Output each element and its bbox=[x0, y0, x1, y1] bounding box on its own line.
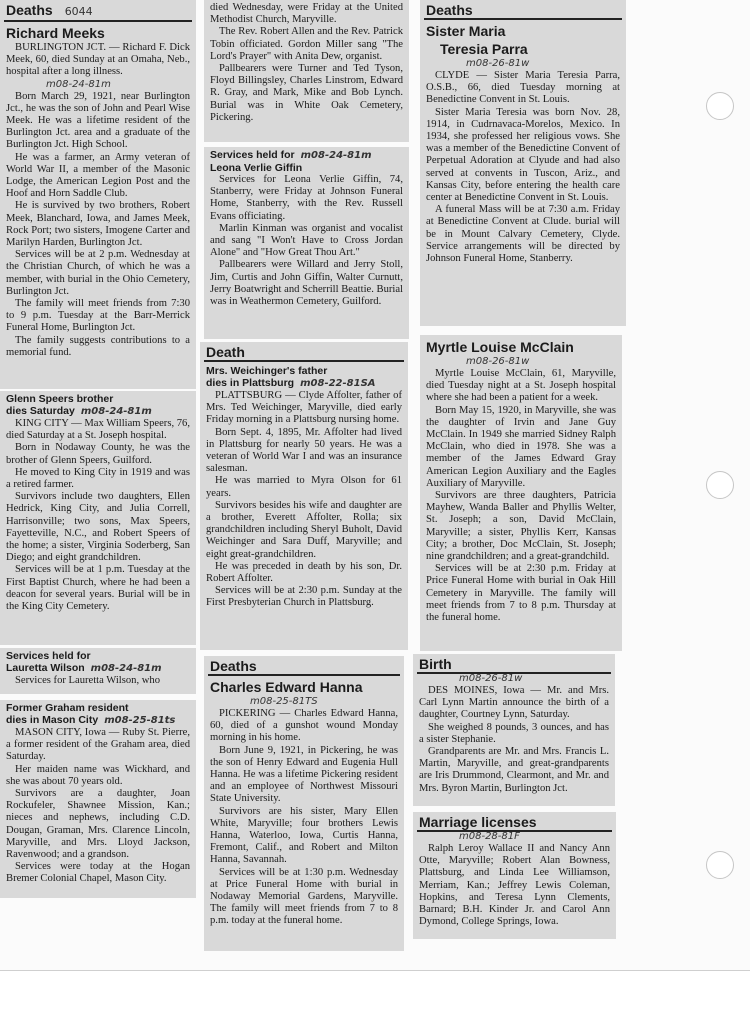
clipping-continued-services bbox=[204, 0, 409, 142]
paragraph: Myrtle Louise McClain, 61, Maryville, died Tuesday night at a St. Joseph hospital where she had been a patient for a week. bbox=[426, 368, 616, 404]
paragraph: Services were today at the Hogan Bremer Colonial Chapel, Mason City. bbox=[6, 861, 190, 885]
paragraph: Services will be at 1:30 p.m. Wednesday at Price Funeral Home with burial in Nodaway Memorial Gardens, Maryville. The family will meet friends from 7 to 8 p.m. today at the funeral home. bbox=[210, 866, 398, 927]
headline: Former Graham resident bbox=[6, 702, 129, 714]
paragraph: She weighed 8 pounds, 3 ounces, and has a sister Stephanie. bbox=[419, 721, 609, 745]
headline: dies Saturday bbox=[6, 405, 75, 417]
paragraph: Grandparents are Mr. and Mrs. Francis L. Martin, Maryville, and great-grandparents are Iris Drummond, Clearmont, and Mr. and Mrs. Byron Martin, Burlington Jct. bbox=[419, 746, 609, 794]
handwritten-tag: 6044 bbox=[64, 5, 93, 18]
clipping-max-speers bbox=[0, 391, 196, 645]
headline: Glenn Speers brother bbox=[6, 393, 114, 405]
paragraph: He moved to King City in 1919 and was a retired farmer. bbox=[6, 466, 190, 491]
paragraph: Born March 29, 1921, near Burlington Jct., he was the son of John and Pearl Wise Meek. He was a lifetime resident of the Burlington Jct. area and a graduate of the Burlington Jct. High School. bbox=[6, 90, 190, 151]
headline: Mrs. Weichinger's father bbox=[206, 365, 328, 377]
paragraph: Services for Leona Verlie Giffin, 74, Stanberry, were Friday at Johnson Funeral Home, Stanberry, with the Rev. Russell Evans officiating. bbox=[210, 174, 403, 222]
paragraph: Services will be at 2:30 p.m. Sunday at the First Presbyterian Church in Plattsburg. bbox=[206, 585, 402, 609]
paragraph: Services will be at 1 p.m. Tuesday at the First Baptist Church, where he had been a deacon for several years. Burial will be in the King City Cemetery. bbox=[6, 564, 190, 613]
binder-hole bbox=[706, 92, 734, 120]
obituary-name: Myrtle Louise McClain bbox=[426, 339, 574, 355]
section-heading: Marriage licenses bbox=[417, 814, 612, 832]
paragraph: died Wednesday, were Friday at the United Methodist Church, Maryville. bbox=[210, 2, 403, 26]
handwritten-date-note: m08-28-81F bbox=[459, 831, 520, 842]
binder-hole bbox=[706, 851, 734, 879]
clipping-ruby-st-pierre bbox=[0, 700, 196, 898]
obituary-name: Richard Meeks bbox=[6, 25, 105, 41]
paragraph: PLATTSBURG — Clyde Affolter, father of Mrs. Ted Weichinger, Maryville, died early Friday morning in a Plattsburg nursing home. bbox=[206, 390, 402, 426]
paragraph: Ralph Leroy Wallace II and Nancy Ann Otte, Maryville; Robert Alan Bowness, Plattsburg, and Linda Lee Williamson, Merriam, Kan.; Jeffrey Lewis Coleman, Hopkins, and Teresa Lynn Clements, Barnard; B.H. Kinder Jr. and Carol Ann Dymond, College Springs, Iowa. bbox=[419, 843, 610, 928]
headline: dies in Plattsburg bbox=[206, 377, 295, 389]
paragraph: Born May 15, 1920, in Maryville, she was the daughter of Irvin and Jane Guy McClain. In 1949 she married Sidney Ralph McClain, who died in 1978. She was a member of the James Edward Gray American Legion Auxiliary and the Eagles Auxiliary of Maryville. bbox=[426, 404, 616, 489]
handwritten-date-note: m08-26-81w bbox=[466, 356, 530, 367]
handwritten-date-note: m08-25-81TS bbox=[250, 696, 318, 707]
clipping-clyde-affolter bbox=[200, 342, 408, 650]
headline: dies in Mason City bbox=[6, 714, 99, 726]
paragraph: PICKERING — Charles Edward Hanna, 60, died of a gunshot wound Monday morning in his home. bbox=[210, 708, 398, 744]
obituary-name: Teresia Parra bbox=[440, 41, 528, 57]
paragraph: Born Sept. 4, 1895, Mr. Affolter had lived in Plattsburg for nearly 50 years. He was a veteran of World War I and was an insurance salesman. bbox=[206, 426, 402, 475]
paragraph: Survivors besides his wife and daughter are a brother, Everett Affolter, Rolla; six grandchildren including Sheryl Buholt, David Weichinger and Sara Duff, Maryville; and eight great-grandchildren. bbox=[206, 499, 402, 560]
paragraph: The Rev. Robert Allen and the Rev. Patrick Tobin officiated. Gordon Miller sang "The Lord's Prayer" with Anita Dew, organist. bbox=[210, 26, 403, 62]
clipping-myrtle-mcclain bbox=[420, 335, 622, 651]
handwritten-date-note: m08-24-81m bbox=[46, 78, 111, 90]
paragraph: Survivors include two daughters, Ellen Hedrick, King City, and Julia Correll, Harrisonville; two sons, Max Speers, Fayetteville, N.C., and Robert Speers of the home; a sister, Virginia Soderberg, San Diego; and eight grandchildren. bbox=[6, 491, 190, 564]
obituary-name: Sister Maria bbox=[426, 23, 506, 39]
headline: Services held for bbox=[6, 650, 91, 662]
headline: Lauretta Wilson bbox=[6, 662, 85, 674]
paragraph: CLYDE — Sister Maria Teresia Parra, O.S.B., 66, died Tuesday morning at Benedictine Convent in St. Louis. bbox=[426, 70, 620, 106]
handwritten-date-note: m08-25-81ts bbox=[104, 715, 176, 726]
clipping-birth bbox=[413, 654, 615, 806]
section-heading: Deaths bbox=[6, 2, 53, 18]
paragraph: Born June 9, 1921, in Pickering, he was the son of Henry Edward and Eugenia Hull Hanna. He was a lifetime Pickering resident and an employee of Northwest Missouri State University. bbox=[210, 744, 398, 805]
paragraph: Pallbearers were Turner and Ted Tyson, Floyd Billingsley, Charles Linstrom, Edward R. Gray, and Mark, Mike and Bob Lynch. Burial was in White Oak Cemetery, Pickering. bbox=[210, 63, 403, 123]
clipping-leona-giffin bbox=[204, 147, 409, 339]
paragraph: KING CITY — Max William Speers, 76, died Saturday at a St. Joseph hospital. bbox=[6, 418, 190, 442]
paragraph: MASON CITY, Iowa — Ruby St. Pierre, a former resident of the Graham area, died Saturday. bbox=[6, 727, 190, 763]
paragraph: A funeral Mass will be at 7:30 a.m. Friday at Benedictine Convent at Clude. burial will be in Mount Calvary Cemetery, Clyde. Service arrangements will be directed by Johnson Funeral Home, Stanberry. bbox=[426, 204, 620, 265]
paragraph: He was a farmer, an Army veteran of World War II, a member of the Masonic Lodge, the American Legion Post and the Hoof and Horn Saddle Club. bbox=[6, 151, 190, 200]
paragraph: Survivors are a daughter, Joan Rockufeler, Shawnee Mission, Kan.; nieces and nephews, including C.D. Dougan, Graman, Mrs. Clarence Lincoln, Maryville, and Mrs. Lloyd Jackson, Ravenwood; and a grandson. bbox=[6, 788, 190, 861]
paragraph: The family suggests contributions to a memorial fund. bbox=[6, 334, 190, 358]
paragraph: Sister Maria Teresia was born Nov. 28, 1914, in Cudrnavaca-Morelos, Mexico. In 1934, she professed her religious vows. She was a member of the Benedictine Convent of Perpetual Adoration at Clyude and had also served at convents in Tuscon, Ariz., and Kansas City, before entering the health care center at Benedictine Convent in St. Louis. bbox=[426, 106, 620, 204]
section-heading: Deaths bbox=[424, 2, 622, 20]
paragraph: The family will meet friends from 7:30 to 9 p.m. Tuesday at the Barr-Merrick Funeral Home, Burlington Jct. bbox=[6, 298, 190, 334]
headline: Services held for bbox=[210, 149, 295, 161]
clipping-charles-hanna bbox=[204, 656, 404, 951]
clipping-marriage-licenses bbox=[413, 812, 616, 939]
section-heading: Birth bbox=[417, 656, 611, 674]
headline: Leona Verlie Giffin bbox=[210, 162, 303, 174]
paragraph: BURLINGTON JCT. — Richard F. Dick Meek, 60, died Sunday at an Omaha, Neb., hospital after a long illness. bbox=[6, 42, 190, 78]
handwritten-date-note: m08-26-81w bbox=[459, 673, 523, 684]
clipping-sister-maria-teresia-parra bbox=[420, 0, 626, 326]
paragraph: Marlin Kinman was organist and vocalist and sang "I Won't Have to Cross Jordan Alone" and "How Great Thou Art." bbox=[210, 222, 403, 259]
paragraph: He was preceded in death by his son, Dr. Robert Affolter. bbox=[206, 560, 402, 585]
handwritten-date-note: m08-24-81m bbox=[300, 150, 372, 161]
handwritten-date-note: m08-22-81SA bbox=[300, 378, 376, 389]
paragraph: DES MOINES, Iowa — Mr. and Mrs. Carl Lynn Martin announce the birth of a daughter, Courtney Lynn, Saturday. bbox=[419, 685, 609, 721]
clipping-richard-meeks bbox=[0, 0, 196, 389]
handwritten-date-note: m08-24-81m bbox=[90, 663, 162, 674]
paragraph: Pallbearers were Willard and Jerry Stoll, Jim, Curtis and John Giffin, Walter Curnutt, Jerry Boatwright and Scherrill Beattie. Burial was in Weathermon Cemetery, Guilford. bbox=[210, 259, 403, 308]
binder-hole bbox=[706, 471, 734, 499]
section-heading: Deaths bbox=[208, 658, 400, 676]
clipping-lauretta-wilson bbox=[0, 648, 196, 694]
paragraph: Services for Lauretta Wilson, who bbox=[15, 675, 161, 686]
obituary-name: Charles Edward Hanna bbox=[210, 679, 363, 695]
handwritten-date-note: m08-24-81m bbox=[80, 406, 152, 417]
paragraph: Born in Nodaway County, he was the brother of Glenn Speers, Guilford. bbox=[6, 442, 190, 466]
section-heading: Death bbox=[204, 344, 404, 362]
paragraph: He was married to Myra Olson for 61 years. bbox=[206, 475, 402, 499]
paragraph: Survivors are three daughters, Patricia Mayhew, Wanda Baller and Phyllis Welter, St. Joseph; a son, David McClain, Maryville; a sister, Phyllis Kerr, Kansas City; a brother, Doc McClain, St. Joseph; nine grandchildren; and a great-grandchild. bbox=[426, 490, 616, 563]
paragraph: Services will be at 2 p.m. Wednesday at the Christian Church, of which he was a member, with burial in the Ohio Cemetery, Burlington Jct. bbox=[6, 249, 190, 297]
handwritten-date-note: m08-26-81w bbox=[466, 58, 530, 69]
paragraph: Services will be at 2:30 p.m. Friday at Price Funeral Home with burial in Oak Hill Cemetery in Maryville. The family will meet friends from 7 to 8 p.m. Thursday at the funeral home. bbox=[426, 563, 616, 624]
paragraph: He is survived by two brothers, Robert Meek, Blanchard, Iowa, and James Meek, Rock Port; two sisters, Imogene Carter and Marilyn Harden, Burlington Jct. bbox=[6, 200, 190, 249]
page-bottom-margin bbox=[0, 970, 750, 1034]
paragraph: Her maiden name was Wickhard, and she was about 70 years old. bbox=[6, 763, 190, 787]
paragraph: Survivors are his sister, Mary Ellen White, Maryville; four brothers Lewis Hanna, Waterloo, Iowa, Curtis Hanna, Fremont, Calif., and Robert and Milton Hanna, Savannah. bbox=[210, 805, 398, 866]
